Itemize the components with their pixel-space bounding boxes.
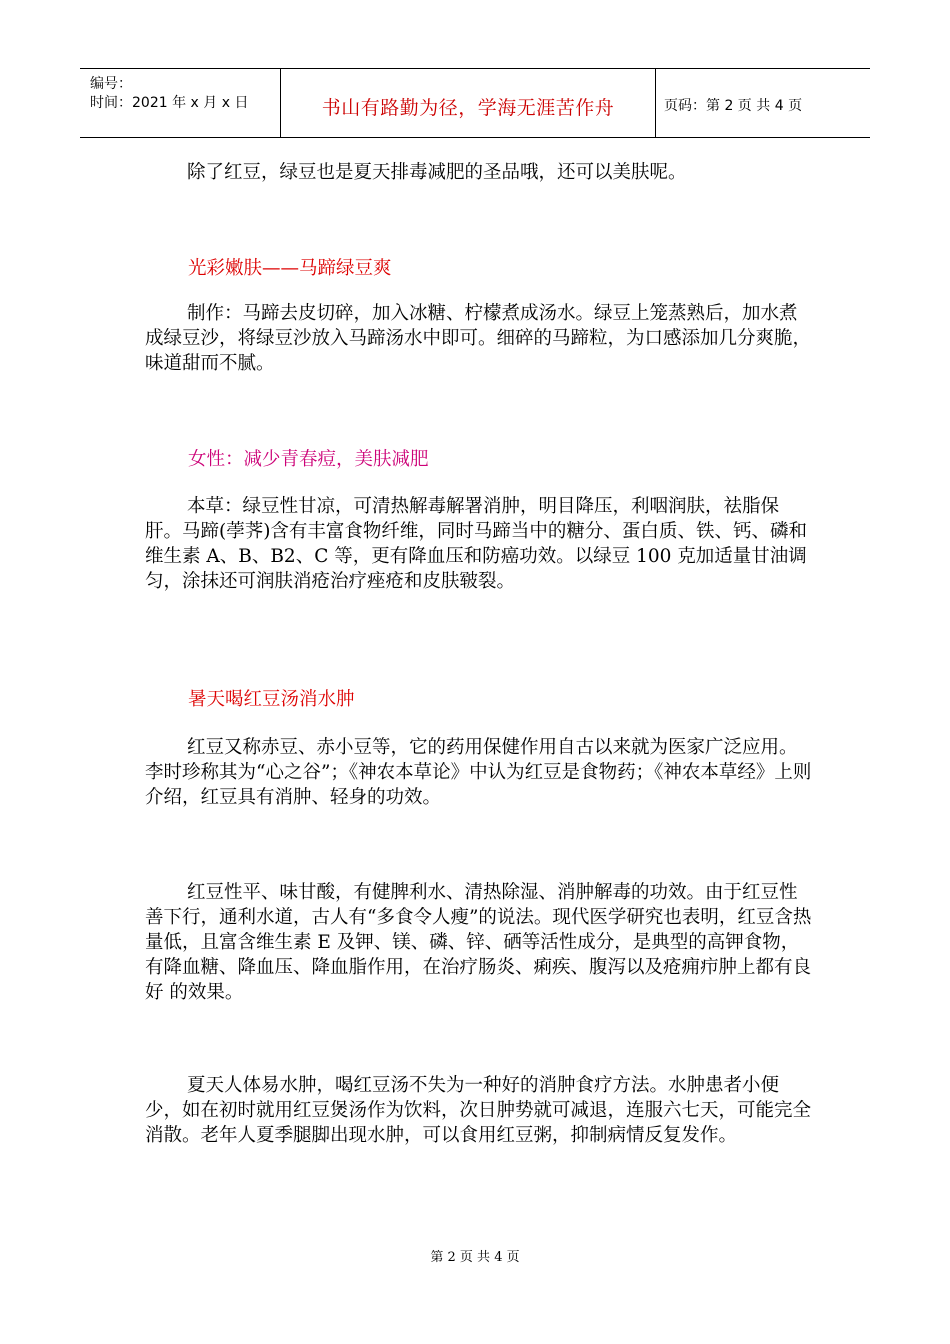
header-page-label: 页码：第 2 页 共 4 页	[664, 98, 803, 114]
paragraph-redbean-properties	[145, 880, 813, 1005]
document-header	[80, 68, 870, 138]
section-heading-women: 女性：减少青春痘，美肤减肥	[188, 449, 429, 470]
intro-text: 除了红豆，绿豆也是夏天排毒减肥的圣品哦，还可以美肤呢。	[187, 162, 687, 183]
header-motto-cell	[280, 69, 656, 137]
paragraph-mati-recipe-text: 制作：马蹄去皮切碎，加入冰糖、柠檬煮成汤水。绿豆上笼蒸熟后，加水煮成绿豆沙，将绿豆沙放入马蹄汤水中即可。细碎的马蹄粒，为口感添加几分爽脆，味道甜而不腻。	[145, 303, 812, 374]
paragraph-mungbean	[145, 494, 813, 594]
page-footer: 第 2 页 共 4 页	[430, 1250, 520, 1265]
intro-paragraph	[145, 160, 813, 185]
header-motto: 书山有路勤为径，学海无涯苦作舟	[321, 97, 615, 119]
paragraph-mati-recipe	[145, 301, 813, 376]
header-page-cell	[656, 69, 870, 137]
paragraph-redbean-properties-text: 红豆性平、味甘酸，有健脾利水、清热除湿、消肿解毒的功效。由于红豆性善下行，通利水道，古人有“多食令人瘦”的说法。现代医学研究也表明，红豆含热 量低，且富含维生素 E 及钾、镁、磷、锌、硒等活性成分，是典型的高钾食物，有降血糖、降血压、降血脂作用，在治疗肠炎、痢疾、腹泻以及疮痈疖肿上都有良好 的效果。	[145, 882, 812, 1003]
header-meta-cell	[80, 69, 280, 137]
paragraph-edema-text: 夏天人体易水肿，喝红豆汤不失为一种好的消肿食疗方法。水肿患者小便少，如在初时就用红豆煲汤作为饮料，次日肿势就可减退，连服六七天，可能完全消散。老年人夏季腿脚出现水肿，可以食用红豆粥，抑制病情反复发作。	[145, 1075, 812, 1146]
paragraph-mungbean-text: 本草：绿豆性甘凉，可清热解毒解署消肿，明目降压，利咽润肤，祛脂保肝。马蹄(荸荠)含有丰富食物纤维，同时马蹄当中的糖分、蛋白质、铁、钙、磷和维生素 A、B、B2、C 等，更有降血压和防癌功效。以绿豆 100 克加适量甘油调匀，涂抹还可润肤消疮治疗痤疮和皮肤皲裂。	[145, 496, 807, 592]
section-heading-mati: 光彩嫩肤——马蹄绿豆爽	[188, 258, 392, 279]
document-number-label: 编号：	[90, 76, 132, 92]
paragraph-redbean-history	[145, 735, 813, 810]
paragraph-redbean-history-text: 红豆又称赤豆、赤小豆等，它的药用保健作用自古以来就为医家广泛应用。李时珍称其为“心之谷”；《神农本草论》中认为红豆是食物药；《神农本草经》上则介绍，红豆具有消肿、轻身的功效。	[145, 737, 812, 808]
paragraph-edema	[145, 1073, 813, 1148]
section-heading-redbean: 暑天喝红豆汤消水肿	[188, 689, 355, 710]
document-time-label: 时间：2021 年 x 月 x 日	[90, 95, 249, 111]
